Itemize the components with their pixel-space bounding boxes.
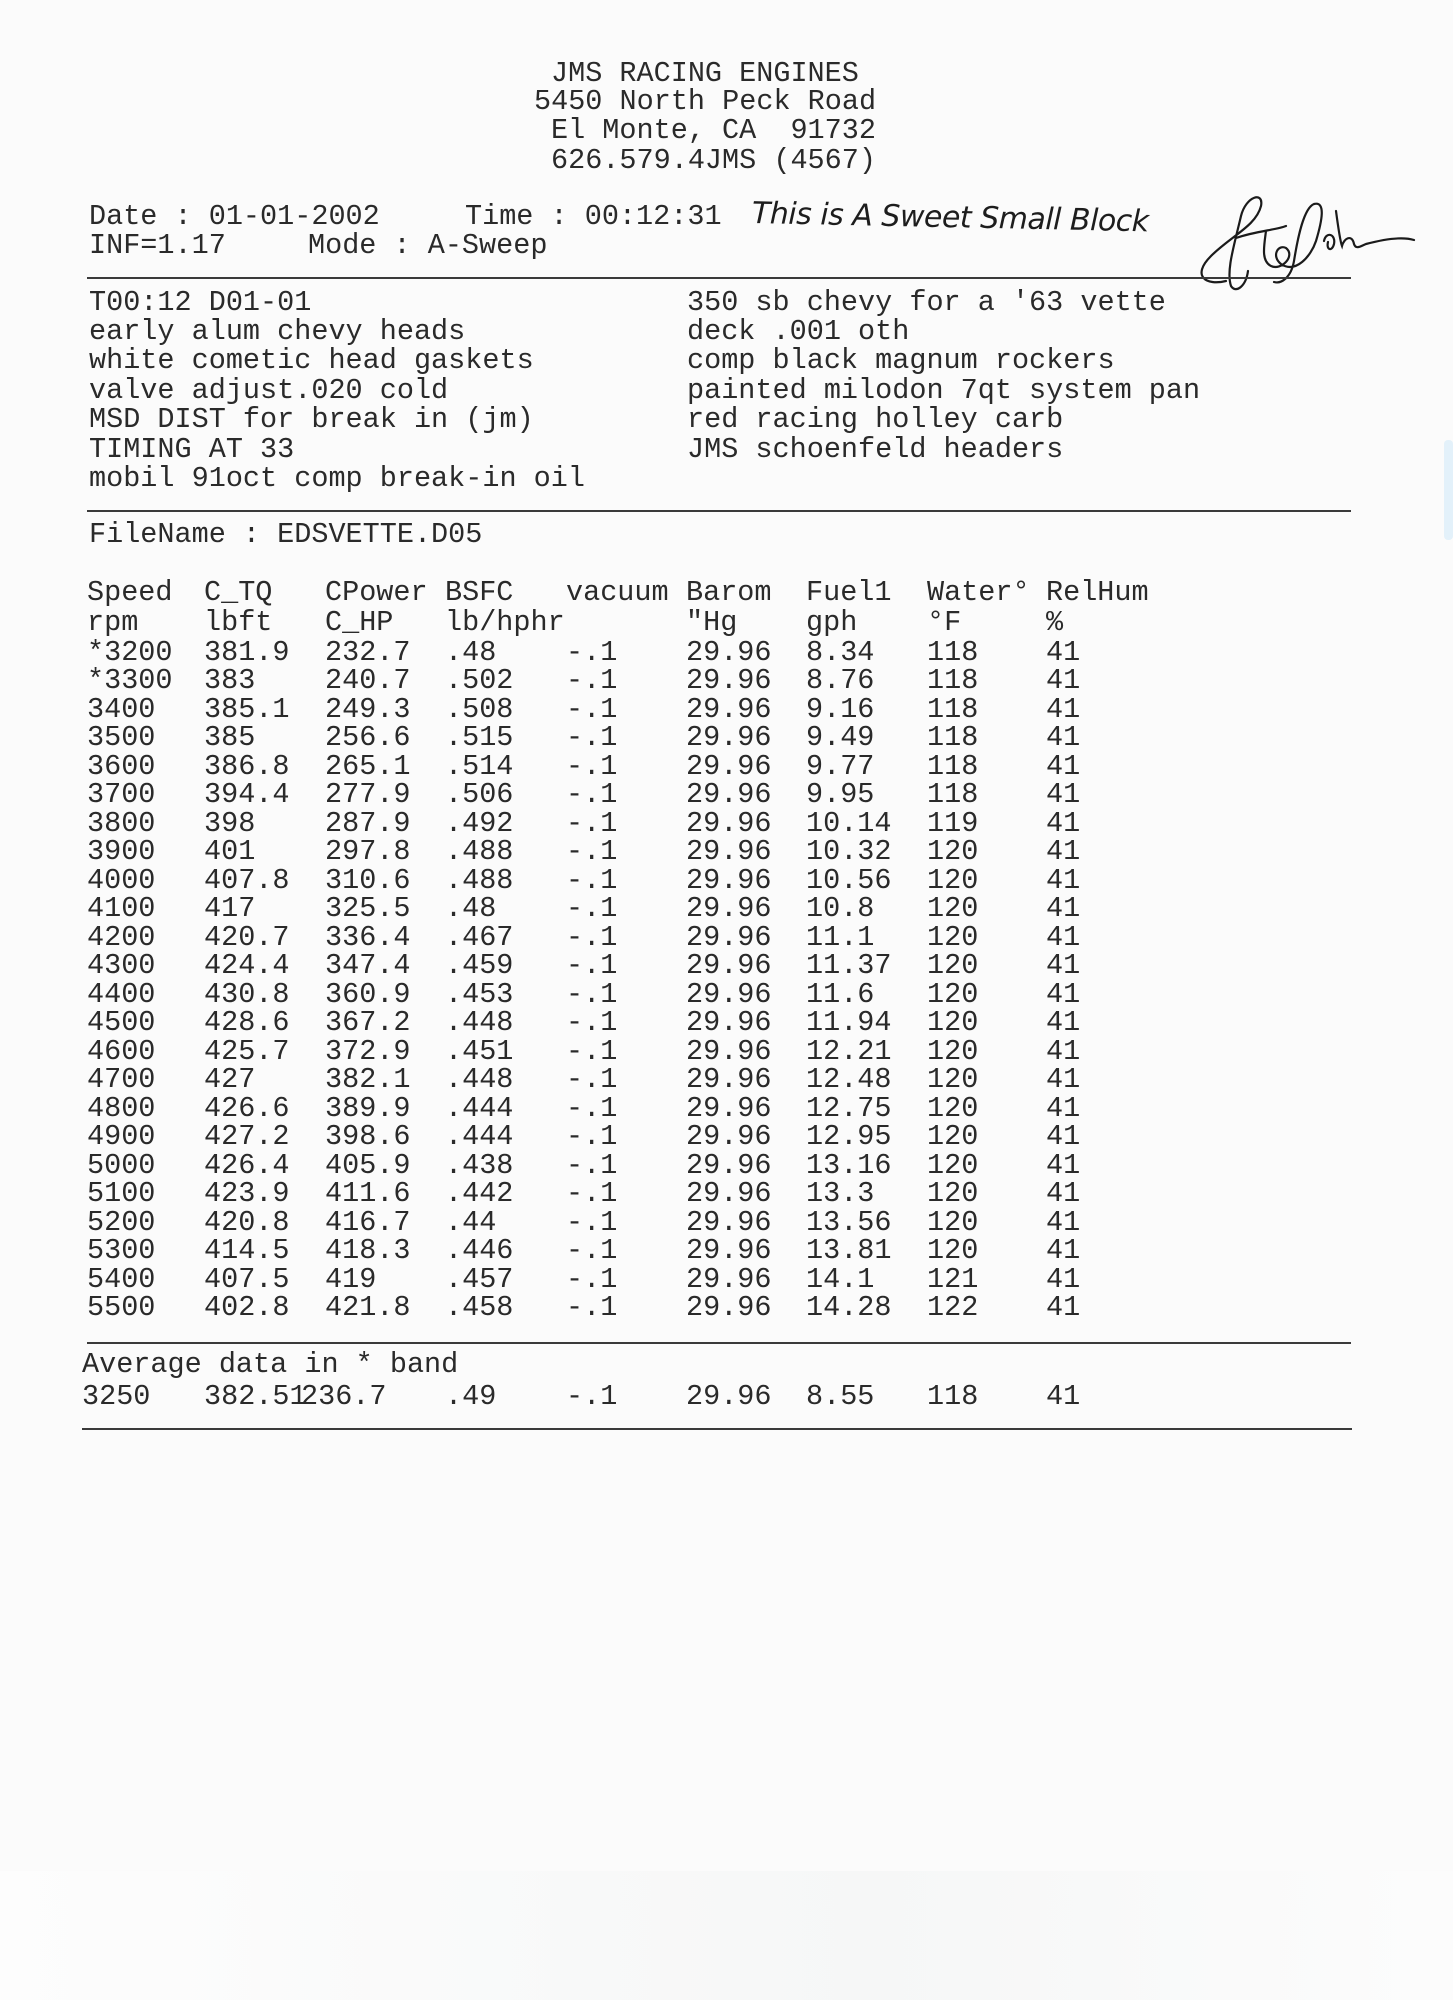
note-line: valve adjust.020 cold [89,374,449,407]
run-mode: Mode : A-Sweep [308,229,548,262]
table-cell: 8.34 [806,636,875,669]
table-cell: 41 [1046,721,1081,755]
table-cell: 118 [927,692,979,726]
note-line: painted milodon 7qt system pan [687,374,1201,407]
table-cell: 120 [927,1234,979,1268]
column-header: Water° [927,576,1030,609]
table-cell: .458 [445,1291,514,1325]
table-cell: 265.1 [325,749,411,783]
run-date: Date : 01-01-2002 [89,200,380,233]
table-cell: 118 [927,778,979,812]
table-cell: 29.96 [686,1091,772,1125]
table-cell: 41 [1046,778,1081,812]
table-cell: 122 [927,1291,979,1325]
table-cell: 13.81 [806,1234,892,1268]
table-cell: 402.8 [204,1291,290,1325]
table-cell: 118 [927,721,979,755]
average-cell: 236.7 [301,1380,387,1413]
table-cell: 118 [927,749,979,783]
table-cell: 382.1 [325,1063,411,1097]
table-cell: 10.56 [806,863,892,897]
table-cell: 420.7 [204,920,290,954]
table-cell: 29.96 [686,1034,772,1068]
table-cell: 120 [927,977,979,1011]
table-cell: 3800 [87,806,156,840]
table-cell: 120 [927,863,979,897]
table-cell: 41 [1046,1034,1081,1068]
signature-icon [1186,186,1416,296]
table-cell: .502 [445,664,514,698]
note-line: JMS schoenfeld headers [687,433,1064,466]
average-cell: 3250 [82,1380,151,1413]
column-header: CPower [325,576,428,609]
column-unit: lbft [204,606,273,639]
table-cell: 5100 [87,1177,156,1211]
table-cell: 118 [927,664,979,698]
table-cell: 336.4 [325,920,411,954]
table-cell: 9.95 [806,778,875,812]
table-cell: 426.6 [204,1091,290,1125]
column-unit: "Hg [686,606,738,639]
table-cell: 414.5 [204,1234,290,1268]
table-cell: 41 [1046,1262,1081,1296]
column-unit: gph [806,606,858,639]
divider-header [87,277,1351,279]
table-cell: 385 [204,721,256,755]
table-cell: 12.48 [806,1063,892,1097]
table-cell: 424.4 [204,949,290,983]
table-cell: 287.9 [325,806,411,840]
table-cell: -.1 [566,1291,618,1325]
run-time: Time : 00:12:31 [465,200,722,233]
table-cell: 120 [927,1148,979,1182]
table-cell: .44 [445,1205,497,1239]
table-cell: -.1 [566,1063,618,1097]
table-cell: 41 [1046,1006,1081,1040]
handwritten-note: This is A Sweet Small Block [751,196,1149,240]
average-cell: .49 [445,1380,497,1413]
table-cell: -.1 [566,636,618,669]
table-cell: -.1 [566,1262,618,1296]
table-cell: 29.96 [686,664,772,698]
table-cell: 9.77 [806,749,875,783]
table-cell: 12.95 [806,1120,892,1154]
table-cell: 41 [1046,1148,1081,1182]
table-cell: .508 [445,692,514,726]
table-cell: 41 [1046,920,1081,954]
table-cell: .488 [445,863,514,897]
table-cell: 41 [1046,636,1081,669]
table-cell: 256.6 [325,721,411,755]
table-cell: 120 [927,892,979,926]
table-cell: 381.9 [204,636,290,669]
table-cell: 3600 [87,749,156,783]
table-cell: 427.2 [204,1120,290,1154]
table-cell: 29.96 [686,749,772,783]
column-header: RelHum [1046,576,1149,609]
table-cell: 29.96 [686,1120,772,1154]
table-cell: .506 [445,778,514,812]
table-cell: 12.21 [806,1034,892,1068]
table-cell: 29.96 [686,863,772,897]
column-header: vacuum [566,576,669,609]
table-cell: 13.16 [806,1148,892,1182]
column-header: BSFC [445,576,514,609]
table-cell: .438 [445,1148,514,1182]
table-cell: 430.8 [204,977,290,1011]
note-line: mobil 91oct comp break-in oil [89,462,585,495]
table-cell: 41 [1046,892,1081,926]
table-cell: 13.3 [806,1177,875,1211]
column-header: Barom [686,576,772,609]
table-cell: 360.9 [325,977,411,1011]
table-cell: 417 [204,892,256,926]
table-cell: 367.2 [325,1006,411,1040]
table-cell: 425.7 [204,1034,290,1068]
table-cell: 120 [927,1034,979,1068]
table-cell: 277.9 [325,778,411,812]
table-cell: 10.8 [806,892,875,926]
note-line: 350 sb chevy for a '63 vette [687,286,1166,319]
table-cell: 120 [927,1177,979,1211]
table-cell: *3200 [87,636,173,669]
table-cell: 14.28 [806,1291,892,1325]
table-cell: -.1 [566,1205,618,1239]
table-cell: -.1 [566,949,618,983]
table-cell: 14.1 [806,1262,875,1296]
table-cell: 4000 [87,863,156,897]
table-cell: 427 [204,1063,256,1097]
table-cell: 120 [927,835,979,869]
inf-value: INF=1.17 [89,229,226,262]
table-cell: 29.96 [686,1006,772,1040]
table-cell: -.1 [566,692,618,726]
table-cell: 120 [927,920,979,954]
table-cell: .514 [445,749,514,783]
table-cell: 41 [1046,1120,1081,1154]
table-cell: 3500 [87,721,156,755]
table-cell: 5400 [87,1262,156,1296]
file-name: FileName : EDSVETTE.D05 [89,518,483,551]
table-cell: .457 [445,1262,514,1296]
table-cell: 4300 [87,949,156,983]
table-cell: 121 [927,1262,979,1296]
table-cell: 11.94 [806,1006,892,1040]
table-cell: 405.9 [325,1148,411,1182]
table-cell: 398 [204,806,256,840]
table-cell: .446 [445,1234,514,1268]
column-unit: % [1046,606,1064,639]
table-cell: 3900 [87,835,156,869]
table-cell: -.1 [566,1148,618,1182]
table-cell: *3300 [87,664,173,698]
table-cell: 4500 [87,1006,156,1040]
average-cell: 382.51 [204,1380,307,1413]
table-cell: 29.96 [686,835,772,869]
company-phone: 626.579.4JMS (4567) [551,144,876,177]
table-cell: -.1 [566,1006,618,1040]
table-cell: 12.75 [806,1091,892,1125]
table-cell: 41 [1046,692,1081,726]
note-line: T00:12 D01-01 [89,286,312,319]
table-cell: 41 [1046,1091,1081,1125]
table-cell: -.1 [566,977,618,1011]
table-cell: 41 [1046,806,1081,840]
table-cell: 29.96 [686,1262,772,1296]
note-line: deck .001 oth [687,315,910,348]
table-cell: -.1 [566,920,618,954]
note-line: red racing holley carb [687,403,1064,436]
table-cell: -.1 [566,721,618,755]
table-cell: 310.6 [325,863,411,897]
table-cell: 9.49 [806,721,875,755]
table-cell: 4400 [87,977,156,1011]
table-cell: -.1 [566,1091,618,1125]
table-cell: 401 [204,835,256,869]
table-cell: 372.9 [325,1034,411,1068]
table-cell: .444 [445,1091,514,1125]
table-cell: 29.96 [686,892,772,926]
company-address-line2: El Monte, CA 91732 [551,114,876,147]
table-cell: .48 [445,636,497,669]
table-cell: -.1 [566,892,618,926]
table-cell: 398.6 [325,1120,411,1154]
table-cell: .48 [445,892,497,926]
table-cell: -.1 [566,1177,618,1211]
table-cell: -.1 [566,835,618,869]
table-cell: 347.4 [325,949,411,983]
scan-background [0,1871,1453,2000]
table-cell: 29.96 [686,977,772,1011]
table-cell: .467 [445,920,514,954]
table-cell: 41 [1046,1205,1081,1239]
table-cell: 416.7 [325,1205,411,1239]
table-cell: -.1 [566,664,618,698]
scan-artifact [1444,440,1453,540]
table-cell: 29.96 [686,949,772,983]
table-cell: 8.76 [806,664,875,698]
table-cell: 5500 [87,1291,156,1325]
table-cell: 29.96 [686,778,772,812]
table-cell: 4700 [87,1063,156,1097]
table-cell: 120 [927,949,979,983]
column-unit: C_HP [325,606,394,639]
note-line: comp black magnum rockers [687,344,1115,377]
table-cell: 29.96 [686,1177,772,1211]
table-cell: 119 [927,806,979,840]
table-cell: 418.3 [325,1234,411,1268]
average-cell: -.1 [566,1380,618,1413]
table-cell: 325.5 [325,892,411,926]
table-cell: 11.37 [806,949,892,983]
table-cell: .444 [445,1120,514,1154]
table-cell: .459 [445,949,514,983]
table-cell: 41 [1046,1234,1081,1268]
table-cell: 120 [927,1120,979,1154]
table-cell: -.1 [566,1234,618,1268]
table-cell: 240.7 [325,664,411,698]
table-cell: 4800 [87,1091,156,1125]
table-cell: 118 [927,636,979,669]
table-cell: .448 [445,1063,514,1097]
column-header: Speed [87,576,173,609]
table-cell: 411.6 [325,1177,411,1211]
table-cell: 5000 [87,1148,156,1182]
table-cell: 41 [1046,1063,1081,1097]
table-cell: 297.8 [325,835,411,869]
column-header: C_TQ [204,576,273,609]
note-line: TIMING AT 33 [89,433,295,466]
average-label: Average data in * band [82,1348,459,1381]
table-cell: 10.32 [806,835,892,869]
divider-table [87,1342,1351,1344]
table-cell: 5300 [87,1234,156,1268]
table-cell: 29.96 [686,1148,772,1182]
table-cell: 9.16 [806,692,875,726]
table-cell: .453 [445,977,514,1011]
table-cell: .442 [445,1177,514,1211]
table-cell: 3400 [87,692,156,726]
column-unit: lb/hphr [445,606,565,639]
divider-bottom [82,1428,1352,1430]
table-cell: 4200 [87,920,156,954]
table-cell: 41 [1046,664,1081,698]
table-cell: 419 [325,1262,377,1296]
table-cell: 41 [1046,1291,1081,1325]
table-cell: -.1 [566,806,618,840]
table-cell: 13.56 [806,1205,892,1239]
average-cell: 118 [927,1380,979,1413]
note-line: MSD DIST for break in (jm) [89,403,534,436]
table-cell: 29.96 [686,1205,772,1239]
table-cell: 29.96 [686,721,772,755]
table-cell: -.1 [566,1034,618,1068]
table-cell: 29.96 [686,1234,772,1268]
table-cell: 420.8 [204,1205,290,1239]
note-line: early alum chevy heads [89,315,466,348]
table-cell: 41 [1046,749,1081,783]
table-cell: 29.96 [686,636,772,669]
table-cell: 428.6 [204,1006,290,1040]
table-cell: 41 [1046,835,1081,869]
table-cell: 120 [927,1205,979,1239]
average-cell: 8.55 [806,1380,875,1413]
table-cell: 120 [927,1091,979,1125]
table-cell: 3700 [87,778,156,812]
table-cell: -.1 [566,1120,618,1154]
table-cell: 389.9 [325,1091,411,1125]
table-cell: 29.96 [686,1291,772,1325]
table-cell: 383 [204,664,256,698]
column-header: Fuel1 [806,576,892,609]
table-cell: 41 [1046,949,1081,983]
table-cell: 29.96 [686,1063,772,1097]
table-cell: 41 [1046,977,1081,1011]
table-cell: 394.4 [204,778,290,812]
table-cell: 120 [927,1063,979,1097]
table-cell: 5200 [87,1205,156,1239]
table-cell: 41 [1046,1177,1081,1211]
table-cell: 4100 [87,892,156,926]
average-cell: 29.96 [686,1380,772,1413]
table-cell: 385.1 [204,692,290,726]
note-line: white cometic head gaskets [89,344,534,377]
table-cell: 41 [1046,863,1081,897]
table-cell: 120 [927,1006,979,1040]
table-cell: 249.3 [325,692,411,726]
table-cell: 423.9 [204,1177,290,1211]
table-cell: 4600 [87,1034,156,1068]
table-cell: 11.6 [806,977,875,1011]
company-address-line1: 5450 North Peck Road [534,85,877,118]
column-unit: rpm [87,606,139,639]
divider-notes [87,510,1351,512]
company-name: JMS RACING ENGINES [551,57,859,90]
table-cell: 407.8 [204,863,290,897]
table-cell: 29.96 [686,692,772,726]
table-cell: 4900 [87,1120,156,1154]
table-cell: .515 [445,721,514,755]
table-cell: 407.5 [204,1262,290,1296]
table-cell: .451 [445,1034,514,1068]
table-cell: .488 [445,835,514,869]
table-cell: -.1 [566,749,618,783]
table-cell: -.1 [566,863,618,897]
table-cell: 232.7 [325,636,411,669]
table-cell: 11.1 [806,920,875,954]
table-cell: 10.14 [806,806,892,840]
average-cell: 41 [1046,1380,1081,1413]
table-cell: 29.96 [686,806,772,840]
table-cell: 426.4 [204,1148,290,1182]
table-cell: .492 [445,806,514,840]
table-cell: -.1 [566,778,618,812]
table-cell: 386.8 [204,749,290,783]
table-cell: 421.8 [325,1291,411,1325]
table-cell: 29.96 [686,920,772,954]
column-unit: °F [927,606,962,639]
table-cell: .448 [445,1006,514,1040]
